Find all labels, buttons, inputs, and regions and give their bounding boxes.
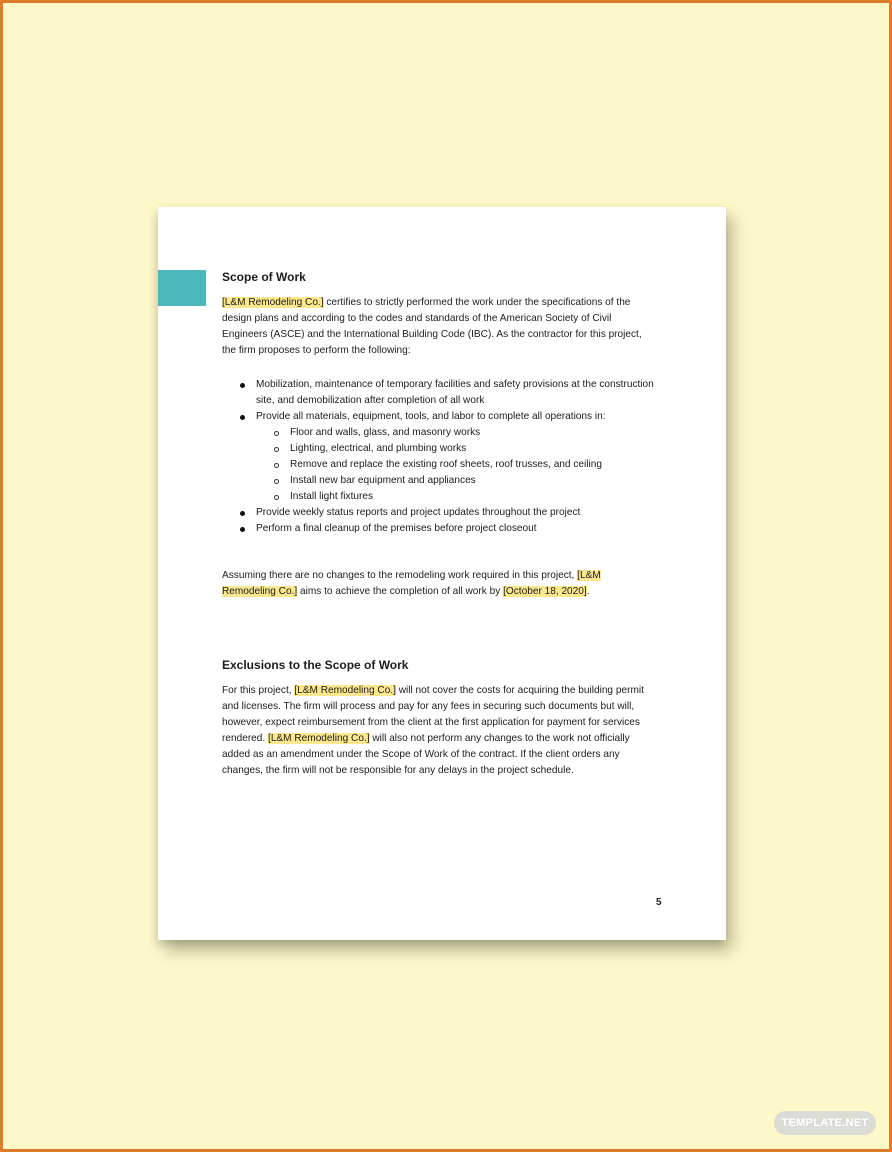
- operations-sublist: [256, 425, 654, 505]
- company-placeholder: [L&M Remodeling Co.]: [222, 570, 601, 597]
- sub-list-item: Install light fixtures: [290, 489, 654, 505]
- sub-list-item: Floor and walls, glass, and masonry works: [290, 425, 654, 441]
- list-item: Provide all materials, equipment, tools, and labor to complete all operations in: Floor and walls, glass, and masonry works Lighting, electrical, and plumbing works Remove and replace the existing roof sheets, roof trusses, and ceiling Install new bar equipment and appliances Install light fixtures: [256, 409, 654, 505]
- circle-bullet-icon: [274, 431, 279, 436]
- company-placeholder: [L&M Remodeling Co.]: [294, 685, 396, 696]
- circle-bullet-icon: [274, 447, 279, 452]
- company-placeholder: [L&M Remodeling Co.]: [268, 733, 370, 744]
- list-item: Provide weekly status reports and project updates throughout the project: [256, 505, 654, 521]
- bullet-icon: [240, 383, 245, 388]
- exclusions-paragraph: For this project, [L&M Remodeling Co.] will not cover the costs for acquiring the building permit and licenses. The firm will process and pay for any fees in securing such documents but will, however, expect reimbursement from the client at the first application for payment for services rendered. [L&M Remodeling Co.] will also not perform any changes to the work not officially added as an amendment under the Scope of Work of the contract. If the client orders any changes, the firm will not be responsible for any delays in the project schedule.: [222, 685, 644, 776]
- section-heading-exclusions: Exclusions to the Scope of Work: [222, 658, 409, 672]
- sub-list-item: Remove and replace the existing roof sheets, roof trusses, and ceiling: [290, 457, 654, 473]
- page-content: [222, 269, 654, 779]
- bullet-icon: [240, 511, 245, 516]
- company-placeholder: [L&M Remodeling Co.]: [222, 297, 324, 308]
- date-placeholder: [October 18, 2020]: [503, 586, 587, 597]
- accent-block: [158, 270, 206, 306]
- document-page: [158, 207, 726, 940]
- bullet-icon: [240, 527, 245, 532]
- exclusions-section: [222, 657, 654, 779]
- intro-text: certifies to strictly performed the work under the specifications of the design plans and according to the codes and standards of the American Society of Civil Engineers (ASCE) and the International Building Code (IBC). As the contractor for this project, the firm proposes to perform the following:: [222, 297, 642, 356]
- bullet-icon: [240, 415, 245, 420]
- template-net-watermark[interactable]: TEMPLATE.NET: [774, 1111, 876, 1135]
- scope-list: [222, 377, 654, 537]
- section-heading-scope: Scope of Work: [222, 270, 306, 284]
- list-item: Perform a final cleanup of the premises before project closeout: [256, 521, 654, 537]
- circle-bullet-icon: [274, 495, 279, 500]
- sub-list-item: Lighting, electrical, and plumbing works: [290, 441, 654, 457]
- completion-paragraph: Assuming there are no changes to the remodeling work required in this project, [L&M Remodeling Co.] aims to achieve the completion of all work by [October 18, 2020].: [222, 570, 601, 597]
- circle-bullet-icon: [274, 463, 279, 468]
- circle-bullet-icon: [274, 479, 279, 484]
- list-item: Mobilization, maintenance of temporary facilities and safety provisions at the construction site, and demobilization after completion of all work: [256, 377, 654, 409]
- sub-list-item: Install new bar equipment and appliances: [290, 473, 654, 489]
- intro-paragraph: [222, 295, 654, 359]
- page-number: 5: [656, 897, 662, 908]
